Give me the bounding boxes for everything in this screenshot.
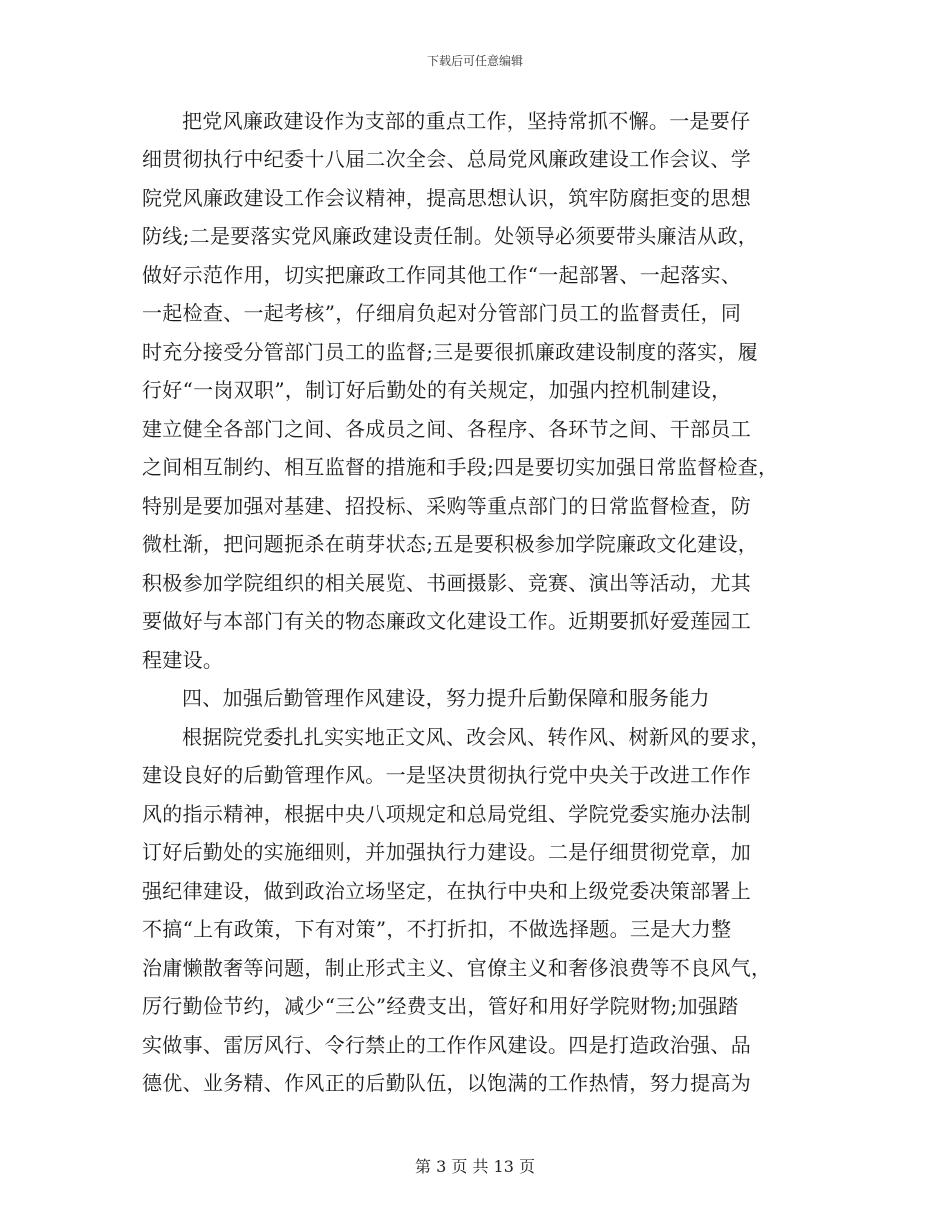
paragraph-line: 德优、业务精、作风正的后勤队伍，以饱满的工作热情，努力提高为 bbox=[142, 1071, 751, 1095]
paragraph-line: 治庸懒散奢等问题，制止形式主义、官僚主义和奢侈浪费等不良风气， bbox=[142, 956, 772, 980]
paragraph-line: 院党风廉政建设工作会议精神，提高思想认识，筑牢防腐拒变的思想 bbox=[142, 186, 751, 210]
section-heading: 四、加强后勤管理作风建设，努力提升后勤保障和服务能力 bbox=[182, 686, 710, 710]
paragraph-line: 强纪律建设，做到政治立场坚定，在执行中央和上级党委决策部署上 bbox=[142, 879, 751, 903]
paragraph-line: 行好“一岗双职”，制订好后勤处的有关规定，加强内控机制建设， bbox=[142, 378, 732, 402]
paragraph-line: 建设良好的后勤管理作风。一是坚决贯彻执行党中央关于改进工作作 bbox=[142, 763, 751, 787]
page-number-footer: 第 3 页 共 13 页 bbox=[415, 1157, 535, 1176]
paragraph-line: 根据院党委扎扎实实地正文风、改会风、转作风、树新风的要求， bbox=[182, 725, 771, 749]
paragraph-line: 建立健全各部门之间、各成员之间、各程序、各环节之间、干部员工 bbox=[142, 417, 751, 441]
paragraph-line: 时充分接受分管部门员工的监督;三是要很抓廉政建设制度的落实，履 bbox=[142, 340, 759, 364]
paragraph-line: 风的指示精神，根据中央八项规定和总局党组、学院党委实施办法制 bbox=[142, 802, 751, 826]
paragraph-line: 微杜渐，把问题扼杀在萌芽状态;五是要积极参加学院廉政文化建设， bbox=[142, 532, 759, 556]
paragraph-line: 厉行勤俭节约，减少“三公”经费支出，管好和用好学院财物;加强踏 bbox=[142, 994, 739, 1018]
paragraph-line: 特别是要加强对基建、招投标、采购等重点部门的日常监督检查，防 bbox=[142, 494, 751, 518]
paragraph-line: 把党风廉政建设作为支部的重点工作，坚持常抓不懈。一是要仔 bbox=[182, 109, 751, 133]
paragraph-line: 实做事、雷厉风行、令行禁止的工作作风建设。四是打造政治强、品 bbox=[142, 1033, 751, 1057]
paragraph-line: 做好示范作用，切实把廉政工作同其他工作“一起部署、一起落实、 bbox=[142, 263, 742, 287]
paragraph-line: 要做好与本部门有关的物态廉政文化建设工作。近期要抓好爱莲园工 bbox=[142, 609, 751, 633]
paragraph-line: 一起检查、一起考核”，仔细肩负起对分管部门员工的监督责任，同 bbox=[142, 301, 742, 325]
page-header-note: 下载后可任意编辑 bbox=[426, 54, 523, 68]
paragraph-line: 之间相互制约、相互监督的措施和手段;四是要切实加强日常监督检查， bbox=[142, 455, 779, 479]
paragraph-line: 不搞“上有政策，下有对策”，不打折扣，不做选择题。三是大力整 bbox=[142, 917, 732, 941]
paragraph-line: 程建设。 bbox=[142, 648, 224, 672]
paragraph-line: 积极参加学院组织的相关展览、书画摄影、竞赛、演出等活动，尤其 bbox=[142, 571, 751, 595]
paragraph-line: 防线;二是要落实党风廉政建设责任制。处领导必须要带头廉洁从政， bbox=[142, 224, 759, 248]
paragraph-line: 细贯彻执行中纪委十八届二次全会、总局党风廉政建设工作会议、学 bbox=[142, 147, 751, 171]
paragraph-line: 订好后勤处的实施细则，并加强执行力建设。二是仔细贯彻党章，加 bbox=[142, 840, 751, 864]
